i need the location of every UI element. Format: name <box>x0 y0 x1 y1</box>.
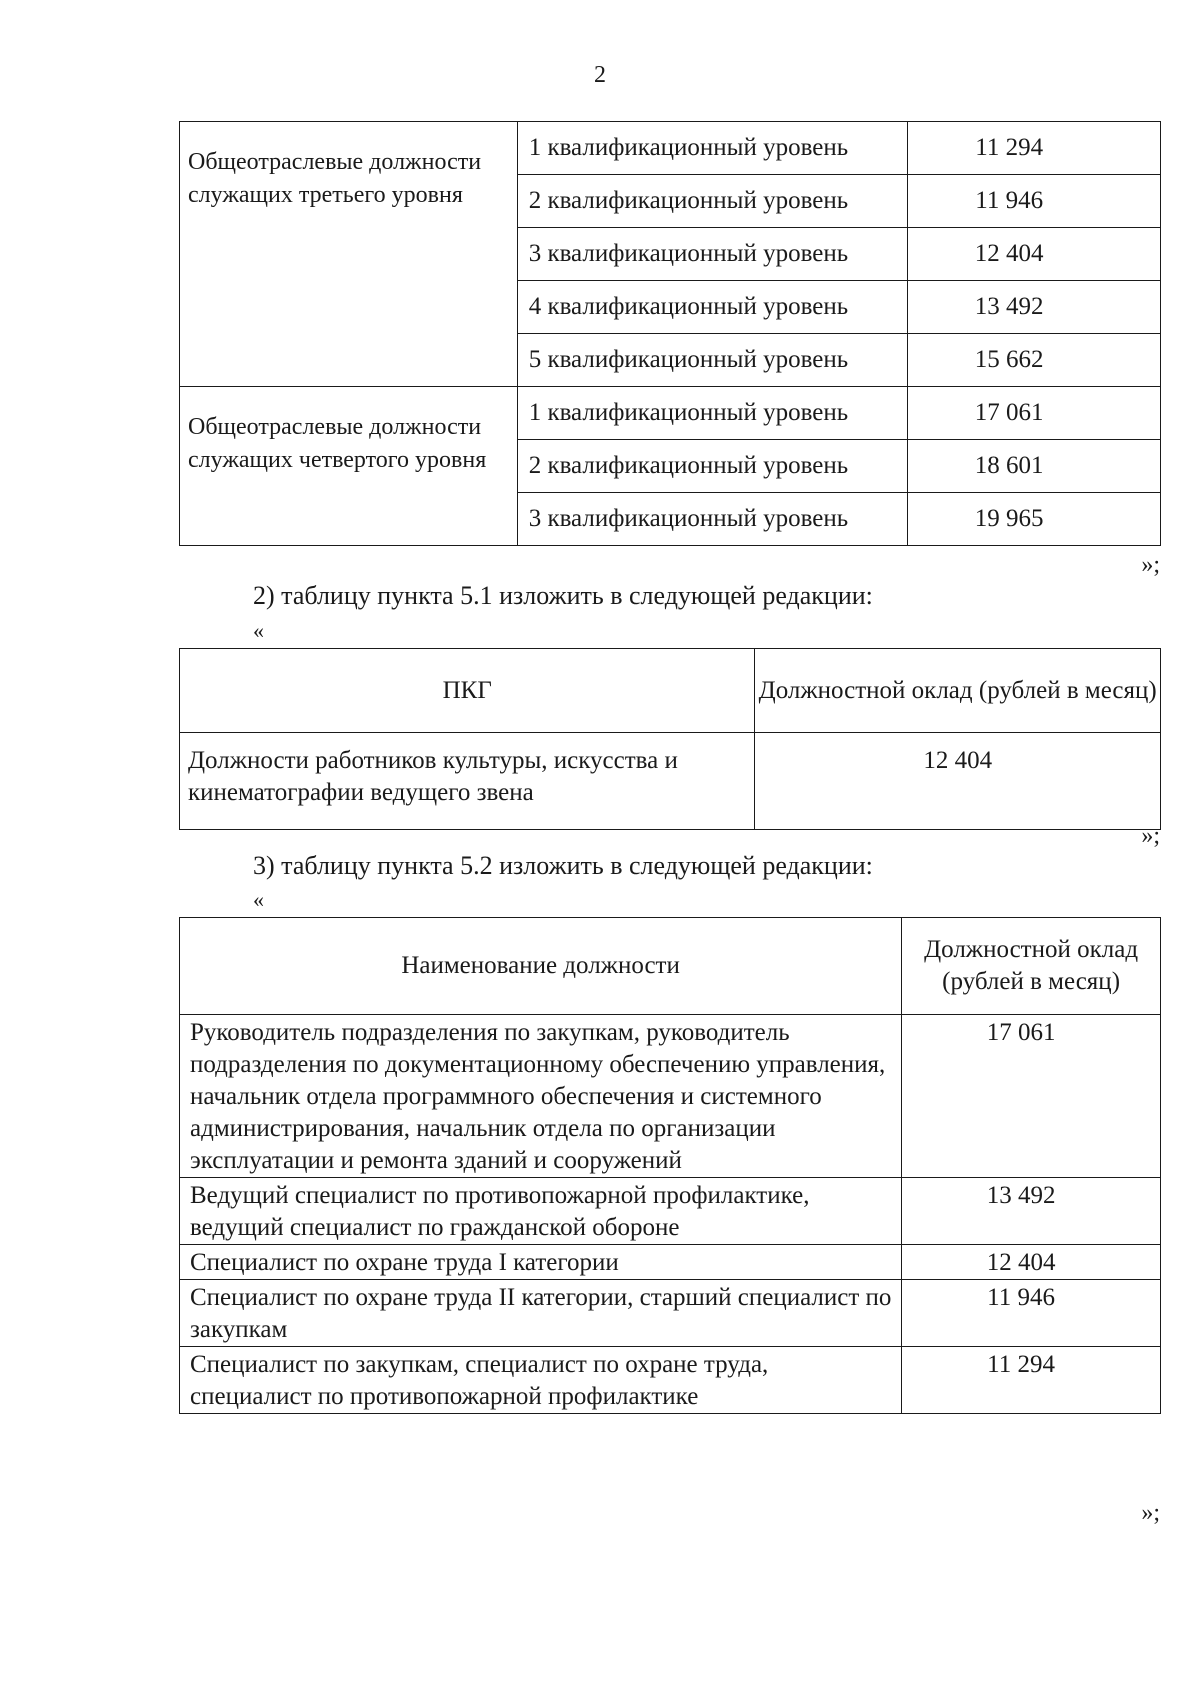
level-cell: 4 квалификационный уровень <box>517 281 908 334</box>
table-row <box>180 387 1161 440</box>
level-cell: 5 квалификационный уровень <box>517 334 908 387</box>
page-number: 2 <box>594 62 606 88</box>
level-cell: 2 квалификационный уровень <box>517 440 908 493</box>
position-name-cell: Должности работников культуры, искусства и кинематографии ведущего звена <box>180 733 755 830</box>
salary-cell: 11 946 <box>908 175 1161 228</box>
opening-quote: « <box>253 618 264 643</box>
salary-cell: 11 294 <box>902 1347 1161 1414</box>
opening-quote: « <box>253 887 264 912</box>
section2-intro: 2) таблицу пункта 5.1 изложить в следующей редакции: <box>253 581 873 610</box>
salary-cell: 13 492 <box>902 1178 1161 1245</box>
table-row <box>180 1347 1161 1414</box>
table-row <box>180 1245 1161 1280</box>
salary-cell: 12 404 <box>755 733 1161 830</box>
closing-quote: »; <box>1141 1500 1160 1526</box>
salary-cell: 12 404 <box>902 1245 1161 1280</box>
salary-cell: 11 294 <box>908 122 1161 175</box>
qualification-levels-table <box>179 121 1161 546</box>
salary-cell: 15 662 <box>908 334 1161 387</box>
closing-quote: »; <box>1141 552 1160 578</box>
position-name-cell: Специалист по закупкам, специалист по охране труда, специалист по противопожарной профилактике <box>180 1347 902 1414</box>
salary-header: Должностной оклад (рублей в месяц) <box>755 649 1161 733</box>
position-name-cell: Специалист по охране труда II категории, старший специалист по закупкам <box>180 1280 902 1347</box>
salary-cell: 11 946 <box>902 1280 1161 1347</box>
position-name-header: Наименование должности <box>180 918 902 1015</box>
position-name-cell: Ведущий специалист по противопожарной профилактике, ведущий специалист по гражданской обороне <box>180 1178 902 1245</box>
pkg-table <box>179 648 1161 830</box>
group-name-cell: Общеотраслевые должности служащих четвертого уровня <box>180 387 518 546</box>
salary-cell: 17 061 <box>908 387 1161 440</box>
position-name-cell: Специалист по охране труда I категории <box>180 1245 902 1280</box>
table-row <box>180 1178 1161 1245</box>
salary-cell: 12 404 <box>908 228 1161 281</box>
level-cell: 2 квалификационный уровень <box>517 175 908 228</box>
pkg-header: ПКГ <box>180 649 755 733</box>
salary-cell: 17 061 <box>902 1015 1161 1178</box>
salary-header: Должностной оклад (рублей в месяц) <box>902 918 1161 1015</box>
table-row <box>180 122 1161 175</box>
position-name-cell: Руководитель подразделения по закупкам, руководитель подразделения по документационному обеспечению управления, начальник отдела программного обеспечения и системного администрирования, начальник отдела по организации эксплуатации и ремонта зданий и сооружений <box>180 1015 902 1178</box>
positions-table <box>179 917 1161 1414</box>
table-header-row <box>180 649 1161 733</box>
level-cell: 3 квалификационный уровень <box>517 228 908 281</box>
table-header-row <box>180 918 1161 1015</box>
salary-cell: 18 601 <box>908 440 1161 493</box>
table-row <box>180 1280 1161 1347</box>
level-cell: 1 квалификационный уровень <box>517 387 908 440</box>
level-cell: 1 квалификационный уровень <box>517 122 908 175</box>
table-row <box>180 1015 1161 1178</box>
section3-intro: 3) таблицу пункта 5.2 изложить в следующей редакции: <box>253 851 873 880</box>
level-cell: 3 квалификационный уровень <box>517 493 908 546</box>
salary-cell: 13 492 <box>908 281 1161 334</box>
salary-cell: 19 965 <box>908 493 1161 546</box>
group-name-cell: Общеотраслевые должности служащих третьего уровня <box>180 122 518 387</box>
closing-quote: »; <box>1141 823 1160 849</box>
table-row <box>180 733 1161 830</box>
